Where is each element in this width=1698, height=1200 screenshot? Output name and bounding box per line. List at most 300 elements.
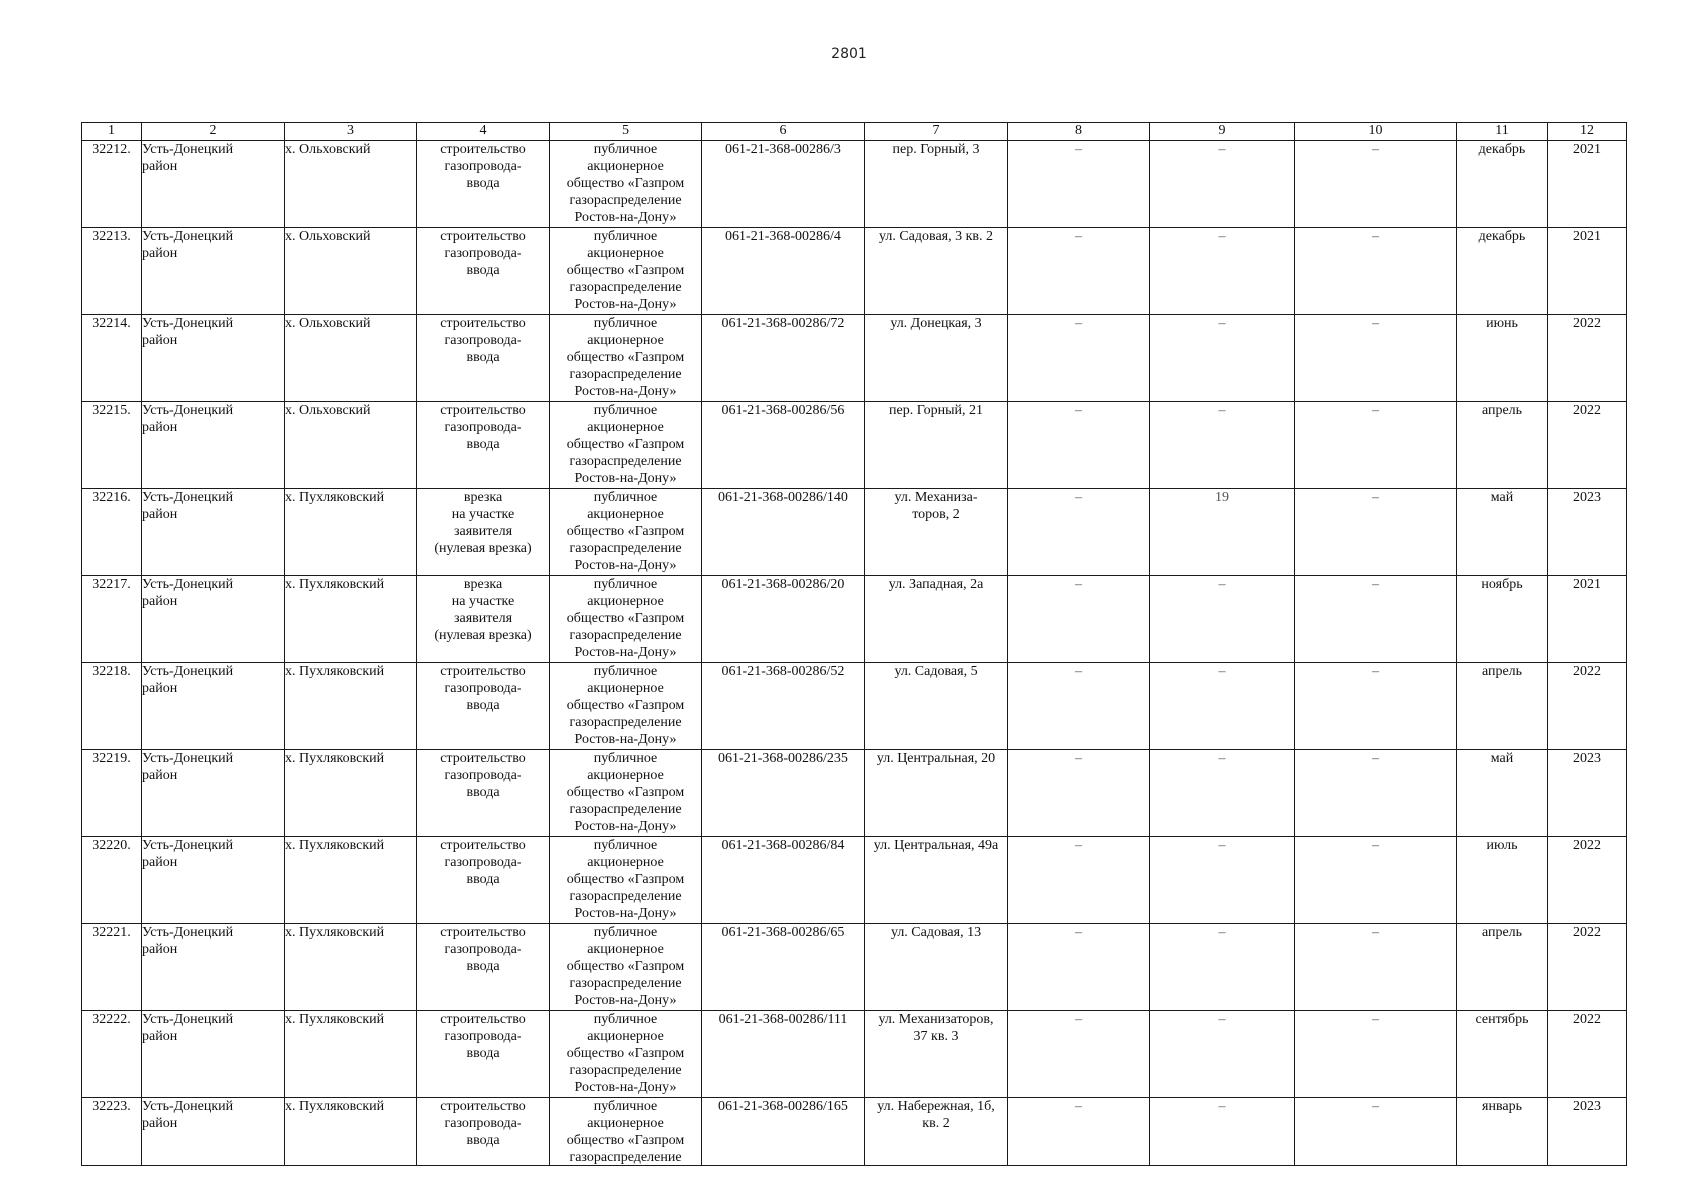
settlement-cell [285,402,417,489]
work-type-cell [417,315,550,402]
code-cell [702,489,865,576]
month-cell [1457,402,1548,489]
work-type-cell [417,489,550,576]
col8-text: – [1075,577,1082,592]
organization-cell [550,315,702,402]
district-cell [142,141,285,228]
column-header: 4 [417,123,550,141]
col8-text: – [1075,751,1082,766]
col9-text: – [1218,1099,1226,1114]
work-type-cell [417,1098,550,1166]
col8-text: – [1075,838,1082,853]
col9-text: – [1218,751,1226,766]
work-type-cell [417,402,550,489]
col10-text: – [1372,316,1379,331]
col8-text: – [1075,403,1082,418]
organization-text: публичное акционерное общество «Газпром газораспределение Ростов-на-Дону» [566,1012,685,1095]
code-cell [702,750,865,837]
address-text: ул. Центральная, 20 [876,751,996,766]
year-text: 2021 [1573,577,1601,592]
col8-cell [1008,315,1150,402]
row-number-cell [82,228,142,315]
work-type-cell [417,1011,550,1098]
row-number-text: 32221. [92,925,131,940]
col10-text: – [1372,1012,1379,1027]
month-text: май [1490,490,1514,505]
column-header: 2 [142,123,285,141]
address-cell [865,924,1008,1011]
month-text: январь [1482,1099,1522,1114]
col8-cell [1008,141,1150,228]
organization-text: публичное акционерное общество «Газпром газораспределение Ростов-на-Дону» [566,403,685,486]
address-cell [865,141,1008,228]
col10-cell [1295,750,1457,837]
row-number-cell [82,663,142,750]
code-text: 061-21-368-00286/4 [725,229,841,244]
column-header: 3 [285,123,417,141]
work-type-cell [417,924,550,1011]
year-cell [1548,750,1627,837]
row-number-cell [82,1011,142,1098]
district-text: Усть-Донецкий район [142,925,234,957]
organization-cell [550,837,702,924]
district-text: Усть-Донецкий район [142,490,234,522]
page-number: 2801 [831,46,867,62]
col8-cell [1008,1098,1150,1166]
organization-text: публичное акционерное общество «Газпром газораспределение Ростов-на-Дону» [566,925,685,1008]
district-text: Усть-Донецкий район [142,664,234,696]
col9-text: – [1218,403,1226,418]
address-text: ул. Механизаторов, 37 кв. 3 [878,1012,994,1044]
col9-cell [1150,750,1295,837]
district-cell [142,402,285,489]
organization-text: публичное акционерное общество «Газпром газораспределение Ростов-на-Дону» [566,751,685,834]
settlement-cell [285,750,417,837]
table-row [82,402,1627,489]
col10-cell [1295,489,1457,576]
row-number-text: 32223. [92,1099,131,1114]
column-header: 6 [702,123,865,141]
code-text: 061-21-368-00286/3 [725,142,841,157]
settlement-cell [285,837,417,924]
district-cell [142,837,285,924]
row-number-text: 32219. [92,751,131,766]
settlement-cell [285,315,417,402]
month-cell [1457,576,1548,663]
code-cell [702,1011,865,1098]
gas-connection-table [81,122,1627,1166]
year-text: 2023 [1573,751,1601,766]
month-cell [1457,837,1548,924]
col9-text: – [1218,229,1226,244]
district-cell [142,663,285,750]
work-type-cell [417,141,550,228]
year-text: 2021 [1573,142,1601,157]
address-text: ул. Механиза- торов, 2 [894,490,978,522]
district-cell [142,924,285,1011]
col10-cell [1295,1098,1457,1166]
col9-cell [1150,141,1295,228]
settlement-text: х. Пухляковский [285,1012,385,1027]
year-cell [1548,924,1627,1011]
table-row [82,315,1627,402]
work-type-text: строительство газопровода- ввода [440,751,526,800]
col9-text: – [1218,838,1226,853]
month-text: июнь [1486,316,1518,331]
address-cell [865,402,1008,489]
col10-cell [1295,1011,1457,1098]
row-number-cell [82,924,142,1011]
table-row [82,750,1627,837]
organization-cell [550,750,702,837]
col9-text: 19 [1215,490,1229,505]
work-type-text: строительство газопровода- ввода [440,229,526,278]
work-type-cell [417,228,550,315]
col9-cell [1150,1011,1295,1098]
col10-cell [1295,924,1457,1011]
year-cell [1548,315,1627,402]
row-number-text: 32214. [92,316,131,331]
col8-cell [1008,576,1150,663]
row-number-cell [82,837,142,924]
code-cell [702,924,865,1011]
address-text: ул. Набережная, 1б, кв. 2 [877,1099,995,1131]
address-cell [865,750,1008,837]
col8-text: – [1075,316,1082,331]
year-cell [1548,663,1627,750]
col8-cell [1008,663,1150,750]
year-text: 2022 [1573,925,1601,940]
row-number-cell [82,315,142,402]
district-cell [142,1011,285,1098]
code-cell [702,1098,865,1166]
row-number-text: 32215. [92,403,131,418]
row-number-text: 32218. [92,664,131,679]
month-text: май [1490,751,1514,766]
table-row [82,576,1627,663]
code-cell [702,315,865,402]
code-text: 061-21-368-00286/56 [721,403,845,418]
code-text: 061-21-368-00286/52 [721,664,845,679]
work-type-text: строительство газопровода- ввода [440,925,526,974]
table-row [82,1098,1627,1166]
col9-cell [1150,489,1295,576]
address-text: ул. Центральная, 49а [873,838,999,853]
month-text: июль [1486,838,1518,853]
row-number-cell [82,576,142,663]
work-type-text: строительство газопровода- ввода [440,664,526,713]
organization-text: публичное акционерное общество «Газпром газораспределение Ростов-на-Дону» [566,142,685,225]
year-text: 2023 [1573,1099,1601,1114]
settlement-text: х. Пухляковский [285,664,385,679]
address-text: пер. Горный, 21 [889,403,983,418]
col10-text: – [1372,751,1379,766]
district-cell [142,576,285,663]
work-type-text: строительство газопровода- ввода [440,1012,526,1061]
col8-text: – [1075,1012,1082,1027]
row-number-text: 32222. [92,1012,131,1027]
row-number-cell [82,1098,142,1166]
work-type-text: врезка на участке заявителя (нулевая врезка) [434,577,532,643]
col9-text: – [1218,925,1226,940]
col9-text: – [1218,142,1226,157]
settlement-text: х. Пухляковский [285,751,385,766]
year-text: 2022 [1573,403,1601,418]
col9-text: – [1218,316,1226,331]
organization-cell [550,924,702,1011]
col9-text: – [1218,577,1226,592]
col9-text: – [1218,1012,1226,1027]
col8-cell [1008,228,1150,315]
year-cell [1548,228,1627,315]
row-number-cell [82,402,142,489]
col8-text: – [1075,229,1082,244]
address-cell [865,1011,1008,1098]
col10-text: – [1372,838,1379,853]
col8-cell [1008,924,1150,1011]
row-number-cell [82,489,142,576]
month-text: апрель [1481,403,1523,418]
col8-cell [1008,402,1150,489]
settlement-cell [285,1098,417,1166]
row-number-cell [82,141,142,228]
month-text: сентябрь [1475,1012,1529,1027]
district-text: Усть-Донецкий район [142,1012,234,1044]
settlement-text: х. Пухляковский [285,577,385,592]
col9-cell [1150,402,1295,489]
col8-text: – [1075,925,1082,940]
col8-text: – [1075,490,1082,505]
organization-text: публичное акционерное общество «Газпром газораспределение Ростов-на-Дону» [566,664,685,747]
code-text: 061-21-368-00286/84 [721,838,845,853]
settlement-text: х. Ольховский [285,142,371,157]
year-text: 2022 [1573,664,1601,679]
col8-cell [1008,750,1150,837]
address-cell [865,837,1008,924]
table-body [82,141,1627,1166]
year-cell [1548,837,1627,924]
code-cell [702,663,865,750]
district-cell [142,1098,285,1166]
code-cell [702,141,865,228]
row-number-text: 32220. [92,838,131,853]
address-text: ул. Донецкая, 3 [890,316,982,331]
col8-cell [1008,489,1150,576]
year-cell [1548,1098,1627,1166]
col10-cell [1295,663,1457,750]
col10-cell [1295,228,1457,315]
organization-text: публичное акционерное общество «Газпром газораспределение [566,1099,685,1164]
row-number-cell [82,750,142,837]
district-cell [142,228,285,315]
column-header: 11 [1457,123,1548,141]
district-cell [142,489,285,576]
code-text: 061-21-368-00286/20 [721,577,845,592]
column-header: 10 [1295,123,1457,141]
col8-text: – [1075,1099,1082,1114]
table-row [82,489,1627,576]
table-row [82,663,1627,750]
year-cell [1548,1011,1627,1098]
col10-text: – [1372,925,1379,940]
col10-text: – [1372,664,1379,679]
address-text: пер. Горный, 3 [892,142,980,157]
month-cell [1457,489,1548,576]
code-text: 061-21-368-00286/235 [718,751,848,766]
month-cell [1457,1011,1548,1098]
month-cell [1457,141,1548,228]
address-text: ул. Западная, 2а [888,577,984,592]
month-text: апрель [1481,664,1523,679]
settlement-text: х. Пухляковский [285,838,385,853]
col10-text: – [1372,490,1379,505]
address-text: ул. Садовая, 13 [890,925,982,940]
col10-text: – [1372,577,1379,592]
column-header: 9 [1150,123,1295,141]
year-cell [1548,489,1627,576]
code-text: 061-21-368-00286/72 [721,316,845,331]
column-header: 8 [1008,123,1150,141]
col10-text: – [1372,1099,1379,1114]
col10-cell [1295,141,1457,228]
month-text: декабрь [1478,229,1526,244]
address-cell [865,315,1008,402]
month-cell [1457,315,1548,402]
month-text: апрель [1481,925,1523,940]
organization-cell [550,1098,702,1166]
organization-text: публичное акционерное общество «Газпром газораспределение Ростов-на-Дону» [566,229,685,312]
settlement-text: х. Ольховский [285,229,371,244]
district-cell [142,750,285,837]
organization-cell [550,576,702,663]
address-cell [865,489,1008,576]
table-row [82,228,1627,315]
district-text: Усть-Донецкий район [142,142,234,174]
district-text: Усть-Донецкий район [142,577,234,609]
col8-cell [1008,837,1150,924]
organization-cell [550,141,702,228]
year-text: 2022 [1573,1012,1601,1027]
code-text: 061-21-368-00286/165 [718,1099,848,1114]
code-cell [702,228,865,315]
month-text: ноябрь [1481,577,1523,592]
row-number-text: 32212. [92,142,131,157]
address-cell [865,576,1008,663]
row-number-text: 32217. [92,577,131,592]
organization-text: публичное акционерное общество «Газпром газораспределение Ростов-на-Дону» [566,577,685,660]
settlement-cell [285,228,417,315]
table-row [82,141,1627,228]
address-text: ул. Садовая, 5 [894,664,978,679]
settlement-cell [285,924,417,1011]
month-cell [1457,924,1548,1011]
district-text: Усть-Донецкий район [142,316,234,348]
month-text: декабрь [1478,142,1526,157]
work-type-text: строительство газопровода- ввода [440,403,526,452]
col8-cell [1008,1011,1150,1098]
col9-cell [1150,924,1295,1011]
column-header: 5 [550,123,702,141]
col9-cell [1150,663,1295,750]
district-cell [142,315,285,402]
table-row [82,837,1627,924]
col9-cell [1150,837,1295,924]
district-text: Усть-Донецкий район [142,838,234,870]
organization-cell [550,1011,702,1098]
settlement-cell [285,576,417,663]
code-cell [702,837,865,924]
table-row [82,1011,1627,1098]
work-type-cell [417,663,550,750]
organization-text: публичное акционерное общество «Газпром газораспределение Ростов-на-Дону» [566,490,685,573]
address-cell [865,663,1008,750]
organization-cell [550,228,702,315]
settlement-cell [285,663,417,750]
settlement-cell [285,1011,417,1098]
year-text: 2022 [1573,838,1601,853]
settlement-cell [285,141,417,228]
col9-cell [1150,1098,1295,1166]
month-cell [1457,750,1548,837]
district-text: Усть-Донецкий район [142,403,234,435]
work-type-cell [417,837,550,924]
column-header: 12 [1548,123,1627,141]
code-text: 061-21-368-00286/140 [718,490,848,505]
work-type-text: строительство газопровода- ввода [440,1099,526,1148]
organization-cell [550,402,702,489]
year-cell [1548,402,1627,489]
address-cell [865,1098,1008,1166]
col10-text: – [1372,142,1379,157]
settlement-text: х. Пухляковский [285,1099,385,1114]
district-text: Усть-Донецкий район [142,1099,234,1131]
work-type-cell [417,576,550,663]
column-number-header-row [82,123,1627,141]
year-text: 2023 [1573,490,1601,505]
code-text: 061-21-368-00286/111 [718,1012,848,1027]
col9-text: – [1218,664,1226,679]
col8-text: – [1075,664,1082,679]
work-type-text: строительство газопровода- ввода [440,838,526,887]
col8-text: – [1075,142,1082,157]
settlement-text: х. Ольховский [285,316,371,331]
col9-cell [1150,228,1295,315]
work-type-cell [417,750,550,837]
col10-text: – [1372,229,1379,244]
settlement-text: х. Пухляковский [285,490,385,505]
work-type-text: врезка на участке заявителя (нулевая врезка) [434,490,532,556]
col10-cell [1295,576,1457,663]
year-cell [1548,141,1627,228]
address-cell [865,228,1008,315]
col10-cell [1295,837,1457,924]
organization-cell [550,489,702,576]
col10-text: – [1372,403,1379,418]
code-text: 061-21-368-00286/65 [721,925,845,940]
col9-cell [1150,576,1295,663]
address-text: ул. Садовая, 3 кв. 2 [878,229,994,244]
col10-cell [1295,315,1457,402]
organization-text: публичное акционерное общество «Газпром газораспределение Ростов-на-Дону» [566,316,685,399]
code-cell [702,576,865,663]
district-text: Усть-Донецкий район [142,751,234,783]
settlement-text: х. Пухляковский [285,925,385,940]
row-number-text: 32216. [92,490,131,505]
year-text: 2021 [1573,229,1601,244]
year-text: 2022 [1573,316,1601,331]
column-header: 1 [82,123,142,141]
row-number-text: 32213. [92,229,131,244]
